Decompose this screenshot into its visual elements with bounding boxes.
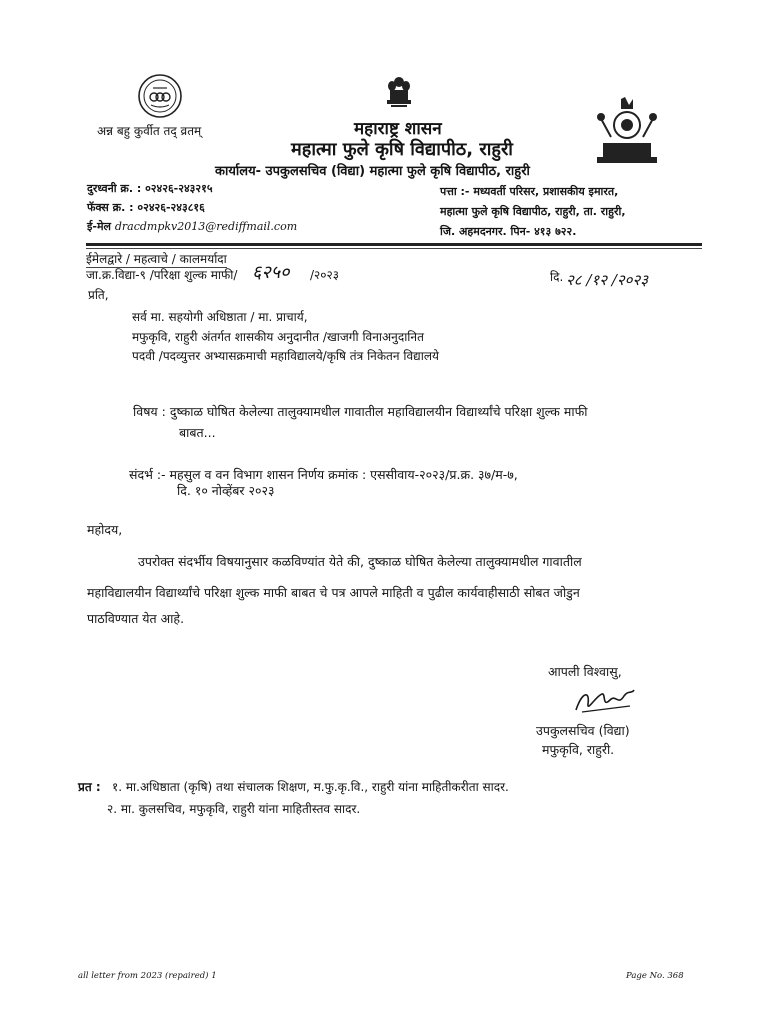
- copy-to-label: प्रत :: [78, 780, 101, 794]
- header-divider: [86, 243, 702, 246]
- university-crest-logo: [589, 95, 665, 171]
- email-line: [87, 219, 297, 234]
- signature: [572, 684, 638, 722]
- address-line-3: जि. अहमदनगर. पिन- ४१३ ७२२.: [440, 225, 577, 238]
- reference-prefix: जा.क्र.विद्या-९ /परिक्षा शुल्क माफी/: [86, 268, 238, 282]
- subject-line-continued: बाबत...: [179, 425, 216, 440]
- recipient-line: मफुकृवि, राहुरी अंतर्गत शासकीय अनुदानीत /खाजगी विनाअनुदानित: [132, 330, 424, 344]
- fax-label: फॅक्स क्र.: [87, 201, 126, 214]
- email-address: dracdmpkv2013@rediffmail.com: [114, 220, 298, 233]
- designation-institution: मफुकृवि, राहुरी.: [542, 742, 615, 757]
- body-paragraph-line: महाविद्यालयीन विद्यार्थ्यांचे परिक्षा शुल्क माफी बाबत चे पत्र आपले माहिती व पुढील कार्यवाहीसाठी सोबत जोडुन: [87, 585, 580, 600]
- footer-file-note: all letter from 2023 (repaired) 1: [78, 971, 217, 981]
- closing: आपली विश्वासु,: [548, 664, 622, 679]
- government-title: महाराष्ट्र शासन: [354, 119, 442, 139]
- recipient-line: सर्व मा. सहयोगी अधिष्ठाता / मा. प्राचार्य,: [132, 310, 308, 324]
- subject-line: विषय : दुष्काळ घोषित केलेल्या तालुक्यामधील गावातील महाविद्यालयीन विद्यार्थ्यांचे परिक्षा शुल्क माफी: [133, 404, 588, 419]
- date-handwritten: २८ /१२ /२०२३: [566, 271, 649, 289]
- copy-to-item: १. मा.अधिष्ठाता (कृषि) तथा संचालक शिक्षण, म.फु.कृ.वि., राहुरी यांना माहितीकरीता सादर.: [112, 780, 509, 794]
- fax-line: फॅक्स क्र. : ०२४२६-२४३८१६: [87, 201, 205, 214]
- recipient-line: पदवी /पदव्युत्तर अभ्यासक्रमाची महाविद्यालये/कृषि तंत्र निकेतन विद्यालये: [132, 349, 439, 363]
- body-paragraph-line: उपरोक्त संदर्भीय विषयानुसार कळविण्यांत येते की, दुष्काळ घोषित केलेल्या तालुक्यामधील गावातील: [138, 554, 582, 569]
- designation-title: उपकुलसचिव (विद्या): [536, 723, 630, 738]
- copy-to-item: २. मा. कुलसचिव, मफुकृवि, राहुरी यांना माहितीस्तव सादर.: [107, 802, 361, 816]
- university-title: महात्मा फुले कृषि विद्यापीठ, राहुरी: [291, 139, 513, 160]
- fax-number: ०२४२६-२४३८१६: [137, 201, 205, 214]
- reference-year: /२०२३: [310, 268, 340, 282]
- phone-number: ०२४२६-२४३२१५: [145, 182, 213, 195]
- email-label: ई-मेल: [87, 220, 112, 233]
- body-paragraph-line: पाठविण्यात येत आहे.: [87, 611, 185, 626]
- header-divider-thin: [86, 248, 702, 249]
- address-line-2: महात्मा फुले कृषि विद्यापीठ, राहुरी, ता. राहुरी,: [440, 205, 626, 218]
- address-line-1: पत्ता :- मध्यवर्ती परिसर, प्रशासकीय इमारत,: [440, 185, 619, 198]
- phone-line: दुरध्वनी क्र. : ०२४२६-२४३२१५: [87, 182, 213, 195]
- office-title: कार्यालय- उपकुलसचिव (विद्या) महात्मा फुले कृषि विद्यापीठ, राहुरी: [215, 164, 530, 179]
- priority-tagline: ईमेलद्वारे / महत्वाचे / कालमर्यादा: [86, 252, 227, 266]
- reference-date: दि. १० नोव्हेंबर २०२३: [177, 483, 275, 498]
- university-seal-logo: [137, 73, 183, 123]
- government-emblem-logo: [383, 75, 415, 117]
- reference-handwritten-number: ६२५०: [252, 262, 290, 283]
- to-label: प्रति,: [88, 288, 109, 302]
- footer-page-number: Page No. 368: [626, 971, 684, 981]
- date-label: दि.: [550, 270, 564, 284]
- motto: अन्न बहु कुर्वीत तद् व्रतम्: [97, 124, 202, 138]
- reference-line: संदर्भ :- महसुल व वन विभाग शासन निर्णय क्रमांक : एससीवाय-२०२३/प्र.क्र. ३७/म-७,: [129, 467, 518, 482]
- salutation: महोदय,: [87, 522, 123, 537]
- phone-label: दुरध्वनी क्र.: [87, 182, 134, 195]
